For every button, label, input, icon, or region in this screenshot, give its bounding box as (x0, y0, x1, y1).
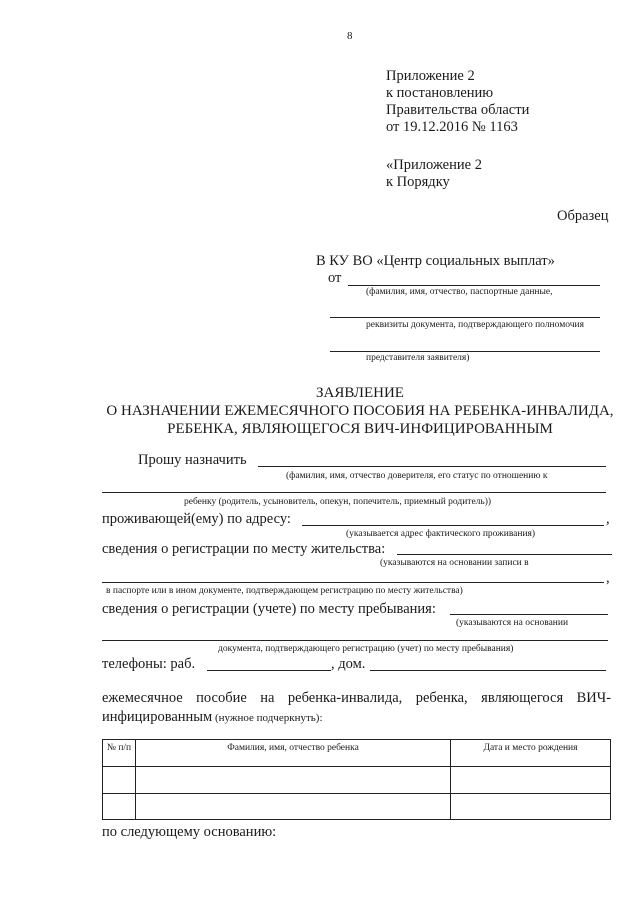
from-field-line-2[interactable] (330, 317, 600, 318)
addressee-to: В КУ ВО «Центр социальных выплат» (316, 253, 555, 269)
residing-comma: , (606, 511, 610, 527)
reg-label: сведения о регистрации по месту жительства: (102, 541, 386, 557)
header-number: № п/п (103, 740, 136, 767)
work-phone-field[interactable] (207, 670, 331, 671)
request-field-line[interactable] (258, 466, 606, 467)
stay-hint-2: документа, подтверждающего регистрацию (учет) по месту пребывания) (218, 644, 514, 654)
request-hint-1: (фамилия, имя, отчество доверителя, его статус по отношению к (286, 471, 548, 481)
reg-hint-1: (указываются на основании записи в (380, 558, 529, 568)
request-hint-2: ребенку (родитель, усыновитель, опекун, попечитель, приемный родитель)) (184, 497, 492, 507)
benefit-note: (нужное подчеркнуть): (212, 712, 323, 724)
children-table (102, 739, 611, 820)
phones-label: телефоны: раб. (102, 656, 196, 672)
table-cell[interactable] (136, 767, 451, 793)
request-label: Прошу назначить (138, 452, 247, 468)
addressee-hint-3: представителя заявителя) (366, 353, 470, 363)
benefit-line-2 (102, 708, 323, 726)
home-phone-label: , дом. (331, 656, 366, 672)
header-line-1: Приложение 2 (386, 68, 475, 84)
page-number: 8 (347, 30, 353, 42)
header-line-2: к постановлению (386, 85, 494, 101)
stay-field-line[interactable] (450, 614, 608, 615)
addressee-from-label: от (328, 270, 342, 286)
basis-label: по следующему основанию: (102, 824, 277, 840)
residing-field-line[interactable] (302, 525, 604, 526)
table-cell[interactable] (451, 793, 611, 819)
reg-hint-2: в паспорте или в ином документе, подтверждающем регистрацию по месту жительства) (106, 586, 463, 596)
benefit-line-2-main: инфицированным (102, 709, 213, 725)
reg-field-line[interactable] (397, 554, 612, 555)
title-line-2: О НАЗНАЧЕНИИ ЕЖЕМЕСЯЧНОГО ПОСОБИЯ НА РЕБЕНКА-ИНВАЛИДА, (106, 403, 614, 419)
stay-label: сведения о регистрации (учете) по месту пребывания: (102, 601, 436, 617)
header-birth: Дата и место рождения (451, 740, 611, 767)
header-child-name: Фамилия, имя, отчество ребенка (136, 740, 451, 767)
addressee-hint-2: реквизиты документа, подтверждающего полномочия (366, 320, 584, 330)
header-line-4: от 19.12.2016 № 1163 (386, 119, 518, 135)
residing-hint: (указывается адрес фактического проживания) (346, 529, 536, 539)
table-cell[interactable] (451, 767, 611, 793)
from-field-line-3[interactable] (330, 351, 600, 352)
reg-comma: , (606, 570, 610, 586)
title-line-3: РЕБЕНКА, ЯВЛЯЮЩЕГОСЯ ВИЧ-ИНФИЦИРОВАННЫМ (167, 421, 553, 437)
table-cell[interactable] (103, 767, 136, 793)
table-cell[interactable] (136, 793, 451, 819)
benefit-line-1: ежемесячное пособие на ребенка-инвалида, ребенка, являющегося ВИЧ- (102, 690, 611, 706)
home-phone-field[interactable] (370, 670, 606, 671)
title-line-1: ЗАЯВЛЕНИЕ (316, 385, 404, 401)
reg-field-line-2[interactable] (102, 582, 604, 583)
header-sub-line-1: «Приложение 2 (386, 157, 482, 173)
header-sub-line-2: к Порядку (386, 174, 450, 190)
residing-label: проживающей(ему) по адресу: (102, 511, 291, 527)
addressee-hint-1: (фамилия, имя, отчество, паспортные данные, (366, 287, 553, 297)
stay-field-line-2[interactable] (102, 640, 608, 641)
request-field-line-2[interactable] (102, 492, 606, 493)
header-line-3: Правительства области (386, 102, 530, 118)
sample-label: Образец (557, 208, 609, 224)
stay-hint-1: (указываются на основании (456, 618, 569, 628)
table-cell[interactable] (103, 793, 136, 819)
from-field-line-1[interactable] (348, 285, 600, 286)
